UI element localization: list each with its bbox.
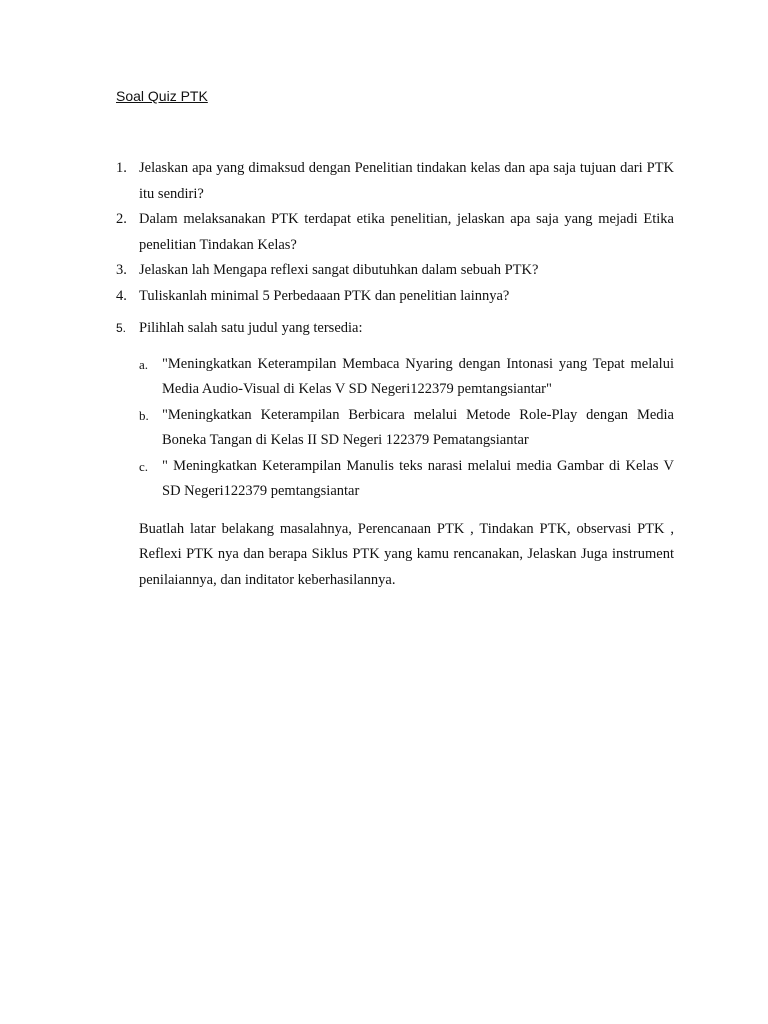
question-text: Jelaskan lah Mengapa reflexi sangat dibutuhkan dalam sebuah PTK?	[139, 262, 539, 278]
option-letter: c.	[139, 458, 149, 474]
question-text: Dalam melaksanakan PTK terdapat etika penelitian, jelaskan apa saja yang mejadi Etika penelitian Tindakan Kelas?	[139, 211, 674, 253]
question-item	[116, 258, 674, 284]
question-text: Pilihlah salah satu judul yang tersedia:	[139, 320, 363, 336]
question-item	[116, 207, 674, 258]
question-text: Tuliskanlah minimal 5 Perbedaaan PTK dan penelitian lainnya?	[139, 287, 510, 304]
question-number: 2.	[116, 211, 127, 227]
option-text: " Meningkatkan Keterampilan Manulis teks narasi melalui media Gambar di Kelas V SD Negeri122379 pemtangsiantar	[162, 457, 674, 499]
question-item	[116, 316, 674, 342]
question-number: 5.	[116, 321, 127, 335]
question-number: 3.	[116, 262, 127, 278]
closing-instruction: Buatlah latar belakang masalahnya, Perencanaan PTK , Tindakan PTK, observasi PTK , Reflexi PTK nya dan berapa Siklus PTK yang kamu rencanakan, Jelaskan Juga instrument penilaiannya, dan inditator keberhasilannya.	[139, 520, 674, 588]
question-item	[116, 156, 674, 207]
question-number: 1.	[116, 160, 127, 176]
option-letter: b.	[139, 407, 149, 423]
question-number: 4.	[116, 287, 127, 304]
title-option	[139, 403, 674, 454]
title-option	[139, 454, 674, 505]
option-text: "Meningkatkan Keterampilan Membaca Nyaring dengan Intonasi yang Tepat melalui Media Audio-Visual di Kelas V SD Negeri122379 pemtangsiantar"	[162, 355, 674, 397]
title-options-list	[139, 352, 674, 505]
document-title: Soal Quiz PTK	[116, 88, 208, 104]
option-text: "Meningkatkan Keterampilan Berbicara melalui Metode Role-Play dengan Media Boneka Tangan di Kelas II SD Negeri 122379 Pematangsiantar	[162, 406, 674, 448]
title-option	[139, 352, 674, 403]
option-letter: a.	[139, 356, 149, 372]
question-item	[116, 284, 674, 310]
question-list	[116, 156, 674, 608]
question-text: Jelaskan apa yang dimaksud dengan Penelitian tindakan kelas dan apa saja tujuan dari PTK itu sendiri?	[139, 160, 674, 202]
